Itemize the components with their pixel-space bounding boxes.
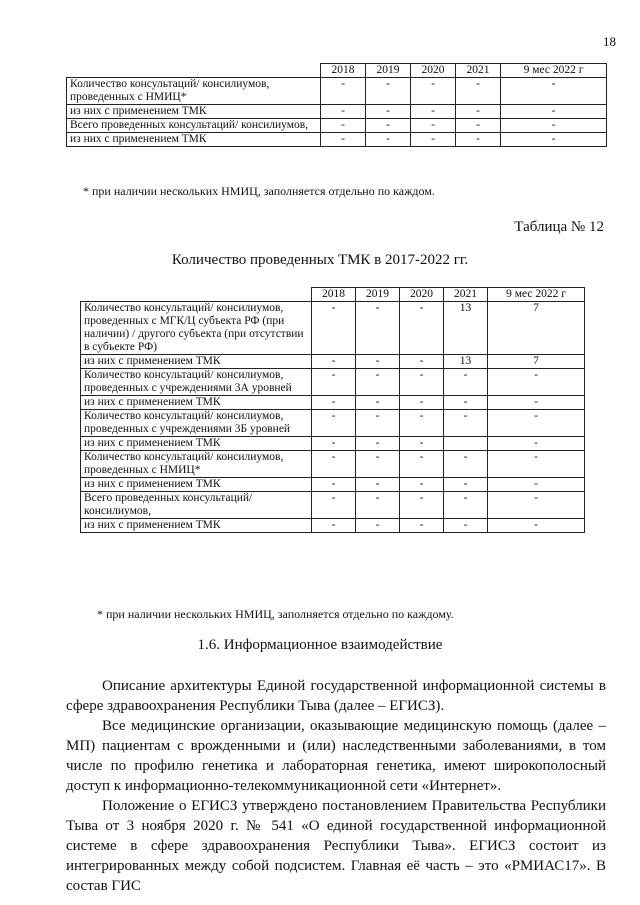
row-label: из них с применением ТМК — [81, 478, 312, 492]
row-label: Количество консультаций/ консилиумов, проведенных с учреждениями 3А уровней — [81, 369, 312, 396]
cell-value: - — [312, 437, 356, 451]
cell-value: - — [444, 451, 488, 478]
table-row — [67, 119, 607, 133]
paragraph: Положение о ЕГИСЗ утверждено постановлением Правительства Республики Тыва от 3 ноября 2020 г. № 541 «О единой государственной информационной системе в сфере здравоохранения Республики Тыва». ЕГИСЗ состоит из интегрированных между собой подсистем. Главная её часть – это «РМИАС17». В состав ГИС — [66, 798, 606, 894]
year-header: 2020 — [400, 288, 444, 302]
cell-value: - — [488, 437, 585, 451]
table-row — [81, 369, 585, 396]
table-row — [81, 451, 585, 478]
footnote-nmic-2: * при наличии нескольких НМИЦ, заполняется отдельно по каждому. — [97, 607, 454, 621]
cell-value: - — [356, 437, 400, 451]
cell-value: - — [411, 105, 456, 119]
row-label: из них с применением ТМК — [81, 519, 312, 533]
cell-value: - — [444, 396, 488, 410]
row-label: из них с применением ТМК — [67, 133, 321, 147]
cell-value: - — [501, 119, 607, 133]
cell-value: - — [400, 369, 444, 396]
row-label: Количество консультаций/ консилиумов, проведенных с НМИЦ* — [81, 451, 312, 478]
cell-value: - — [312, 451, 356, 478]
cell-value: - — [456, 119, 501, 133]
table-row — [81, 355, 585, 369]
year-header: 2018 — [312, 288, 356, 302]
table-tmk-consultations — [80, 287, 585, 533]
cell-value: - — [411, 78, 456, 105]
cell-value: - — [400, 302, 444, 355]
cell-value: - — [312, 369, 356, 396]
table-row — [81, 519, 585, 533]
cell-value: - — [356, 355, 400, 369]
year-header: 9 мес 2022 г — [501, 64, 607, 78]
cell-value: - — [488, 492, 585, 519]
cell-value: - — [400, 492, 444, 519]
year-header: 2019 — [366, 64, 411, 78]
cell-value: - — [312, 302, 356, 355]
table-row — [81, 478, 585, 492]
header-blank-cell — [81, 288, 312, 302]
row-label: из них с применением ТМК — [81, 396, 312, 410]
cell-value: - — [366, 78, 411, 105]
cell-value: - — [356, 369, 400, 396]
cell-value: - — [411, 119, 456, 133]
cell-value: - — [400, 519, 444, 533]
cell-value: - — [366, 133, 411, 147]
cell-value: - — [321, 133, 366, 147]
row-label: из них с применением ТМК — [67, 105, 321, 119]
cell-value: - — [400, 410, 444, 437]
table-row — [81, 492, 585, 519]
cell-value: - — [411, 133, 456, 147]
cell-value: - — [356, 410, 400, 437]
cell-value: - — [501, 105, 607, 119]
cell-value: - — [312, 396, 356, 410]
row-label: из них с применением ТМК — [81, 437, 312, 451]
body-text — [66, 676, 606, 896]
cell-value: - — [444, 492, 488, 519]
row-label: Количество консультаций/ консилиумов, проведенных с МГК/Ц субъекта РФ (при наличии) / другого субъекта (при отсутствии в субъекте РФ) — [81, 302, 312, 355]
cell-value: - — [321, 105, 366, 119]
paragraph: Все медицинские организации, оказывающие медицинскую помощь (далее – МП) пациентам с врожденными и (или) наследственными заболеваниями, в том числе по профилю генетика и лабораторная генетика, имеют широкополосный доступ к информационно-телекоммуникационной сети «Интернет». — [66, 718, 606, 794]
footnote-nmic: * при наличии нескольких НМИЦ, заполняется отдельно по каждом. — [83, 184, 435, 198]
cell-value: - — [312, 355, 356, 369]
cell-value: - — [456, 78, 501, 105]
table-row — [67, 105, 607, 119]
cell-value: - — [400, 355, 444, 369]
cell-value: - — [356, 478, 400, 492]
cell-value: - — [501, 133, 607, 147]
header-blank-cell — [67, 64, 321, 78]
cell-value: 13 — [444, 355, 488, 369]
cell-value: 13 — [444, 302, 488, 355]
cell-value: - — [312, 410, 356, 437]
year-header: 9 мес 2022 г — [488, 288, 585, 302]
row-label: из них с применением ТМК — [81, 355, 312, 369]
paragraph: Описание архитектуры Единой государственной информационной системы в сфере здравоохранения Республики Тыва (далее – ЕГИСЗ). — [66, 678, 606, 714]
cell-value: - — [321, 78, 366, 105]
year-header: 2020 — [411, 64, 456, 78]
row-label: Всего проведенных консультаций/ консилиумов, — [81, 492, 312, 519]
cell-value: - — [488, 369, 585, 396]
cell-value: - — [400, 396, 444, 410]
cell-value: - — [444, 410, 488, 437]
page-number: 18 — [603, 34, 616, 49]
cell-value — [444, 437, 488, 451]
cell-value: - — [312, 492, 356, 519]
cell-value: - — [444, 519, 488, 533]
table-row — [81, 437, 585, 451]
cell-value: - — [501, 78, 607, 105]
cell-value: - — [444, 478, 488, 492]
table-header-row — [81, 288, 585, 302]
cell-value: - — [356, 492, 400, 519]
year-header: 2019 — [356, 288, 400, 302]
cell-value: - — [356, 451, 400, 478]
cell-value: - — [366, 119, 411, 133]
cell-value: - — [488, 451, 585, 478]
table-row — [67, 133, 607, 147]
table-row — [81, 410, 585, 437]
cell-value: - — [356, 396, 400, 410]
table-title: Количество проведенных ТМК в 2017-2022 гг. — [171, 252, 469, 268]
cell-value: - — [456, 133, 501, 147]
cell-value: - — [400, 437, 444, 451]
table-header-row — [67, 64, 607, 78]
table-row — [81, 302, 585, 355]
cell-value: - — [356, 302, 400, 355]
row-label: Всего проведенных консультаций/ консилиумов, — [67, 119, 321, 133]
table-row — [81, 396, 585, 410]
table-row — [67, 78, 607, 105]
cell-value: - — [456, 105, 501, 119]
cell-value: 7 — [488, 302, 585, 355]
section-heading: 1.6. Информационное взаимодействие — [197, 637, 443, 653]
cell-value: - — [488, 396, 585, 410]
cell-value: - — [312, 478, 356, 492]
cell-value: - — [366, 105, 411, 119]
year-header: 2018 — [321, 64, 366, 78]
cell-value: - — [400, 478, 444, 492]
table-nmic-consultations — [66, 63, 607, 147]
cell-value: - — [444, 369, 488, 396]
year-header: 2021 — [444, 288, 488, 302]
cell-value: - — [356, 519, 400, 533]
cell-value: - — [488, 519, 585, 533]
year-header: 2021 — [456, 64, 501, 78]
cell-value: - — [312, 519, 356, 533]
cell-value: - — [321, 119, 366, 133]
row-label: Количество консультаций/ консилиумов, проведенных с учреждениями 3Б уровней — [81, 410, 312, 437]
row-label: Количество консультаций/ консилиумов, проведенных с НМИЦ* — [67, 78, 321, 105]
cell-value: 7 — [488, 355, 585, 369]
cell-value: - — [488, 410, 585, 437]
cell-value: - — [488, 478, 585, 492]
cell-value: - — [400, 451, 444, 478]
table-number-label: Таблица № 12 — [514, 219, 604, 235]
